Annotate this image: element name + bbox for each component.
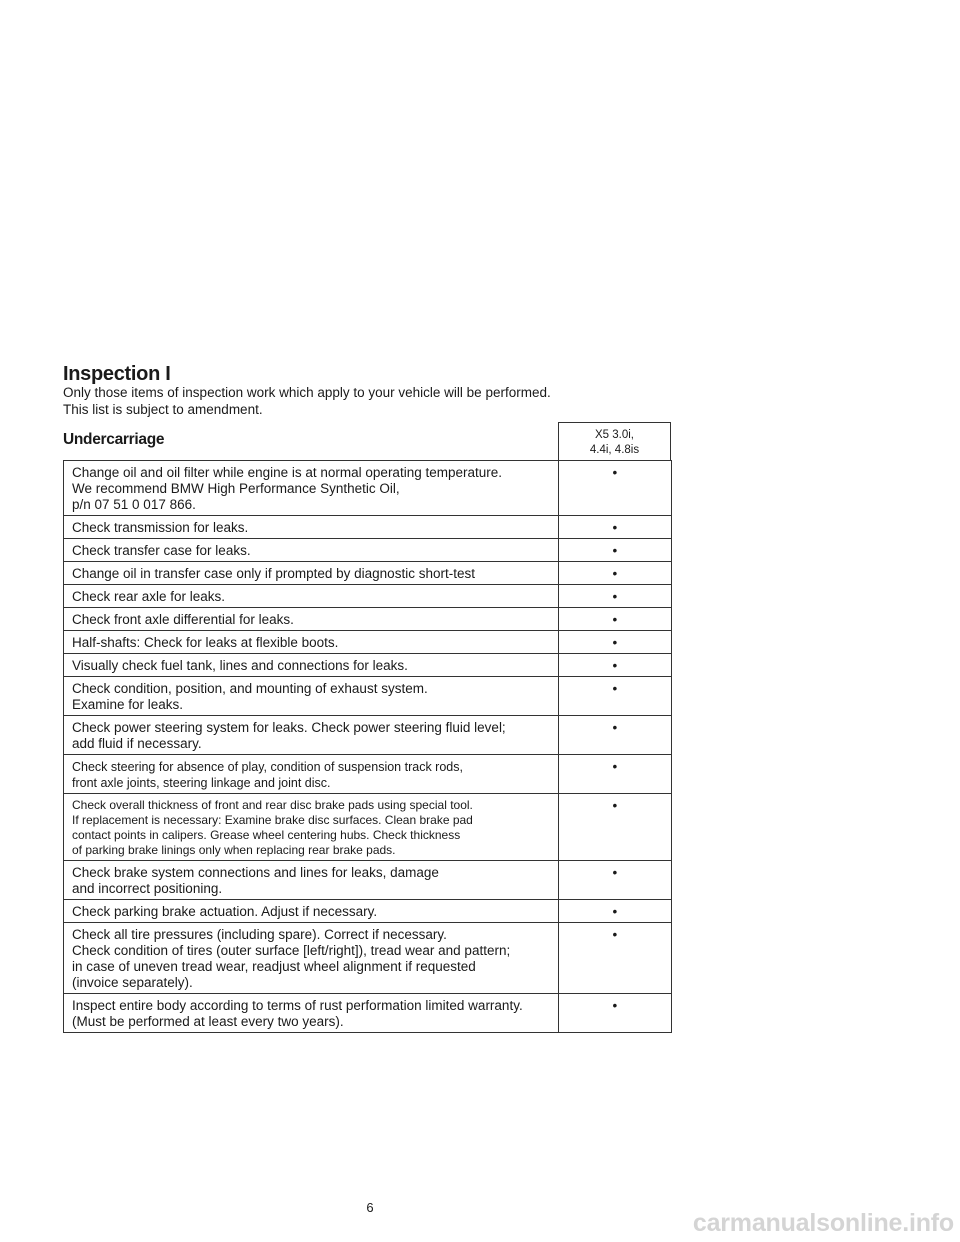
task-cell (64, 631, 559, 654)
table-row (64, 794, 672, 861)
section-title: Inspection I (63, 363, 171, 385)
task-line: p/n 07 51 0 017 866. (72, 497, 196, 512)
task-line: Check transfer case for leaks. (72, 543, 251, 558)
table-row (64, 677, 672, 716)
table-row (64, 716, 672, 755)
model-header-line: X5 3.0i, (595, 429, 634, 441)
task-line: in case of uneven tread wear, readjust wheel alignment if requested (72, 959, 476, 974)
applies-mark: • (558, 794, 671, 861)
task-cell (64, 755, 559, 794)
task-line: If replacement is necessary: Examine brake disc surfaces. Clean brake pad (72, 813, 473, 827)
task-cell (64, 516, 559, 539)
task-line: Check brake system connections and lines for leaks, damage (72, 865, 439, 880)
task-cell (64, 716, 559, 755)
task-cell (64, 923, 559, 994)
task-cell (64, 461, 559, 516)
applies-mark: • (558, 654, 671, 677)
task-line: Check rear axle for leaks. (72, 589, 226, 604)
task-line: of parking brake linings only when replacing rear brake pads. (72, 843, 396, 857)
applies-mark: • (558, 608, 671, 631)
task-cell (64, 654, 559, 677)
task-line: Check steering for absence of play, condition of suspension track rods, (72, 760, 463, 774)
applies-mark: • (558, 755, 671, 794)
applies-mark: • (558, 516, 671, 539)
applies-mark: • (558, 900, 671, 923)
task-cell (64, 794, 559, 861)
table-row (64, 539, 672, 562)
table-row (64, 461, 672, 516)
inspection-checklist-table (63, 460, 672, 1033)
task-line: Visually check fuel tank, lines and connections for leaks. (72, 658, 408, 673)
intro-line: Only those items of inspection work which apply to your vehicle will be performed. (63, 385, 551, 400)
task-line: Check all tire pressures (including spare). Correct if necessary. (72, 927, 447, 942)
task-cell (64, 900, 559, 923)
task-line: Half-shafts: Check for leaks at flexible boots. (72, 635, 339, 650)
task-line: front axle joints, steering linkage and joint disc. (72, 776, 331, 790)
task-line: Check parking brake actuation. Adjust if necessary. (72, 904, 378, 919)
table-row (64, 608, 672, 631)
table-row (64, 923, 672, 994)
task-line: Change oil in transfer case only if prompted by diagnostic short-test (72, 566, 475, 581)
task-line: (Must be performed at least every two years). (72, 1014, 344, 1029)
subheading-undercarriage: Undercarriage (63, 431, 165, 448)
applies-mark: • (558, 562, 671, 585)
applies-mark: • (558, 461, 671, 516)
task-line: We recommend BMW High Performance Synthetic Oil, (72, 481, 400, 496)
task-line: contact points in calipers. Grease wheel centering hubs. Check thickness (72, 828, 461, 842)
table-row (64, 585, 672, 608)
table-row (64, 994, 672, 1033)
applies-mark: • (558, 677, 671, 716)
task-cell (64, 539, 559, 562)
intro-line: This list is subject to amendment. (63, 402, 263, 417)
task-line: (invoice separately). (72, 975, 193, 990)
applies-mark: • (558, 539, 671, 562)
task-line: Inspect entire body according to terms of rust performation limited warranty. (72, 998, 523, 1013)
task-line: add fluid if necessary. (72, 736, 202, 751)
page-number: 6 (366, 1200, 374, 1215)
model-header-line: 4.4i, 4.8is (589, 444, 640, 456)
table-row (64, 631, 672, 654)
intro-text (63, 384, 551, 418)
table-row (64, 755, 672, 794)
applies-mark: • (558, 861, 671, 900)
task-line: Check condition, position, and mounting of exhaust system. (72, 681, 428, 696)
watermark-text: carmanualsonline.info (692, 1209, 954, 1237)
table-row (64, 654, 672, 677)
table-row (64, 900, 672, 923)
task-line: Check condition of tires (outer surface [left/right]), tread wear and pattern; (72, 943, 511, 958)
task-line: Check transmission for leaks. (72, 520, 249, 535)
task-line: Examine for leaks. (72, 697, 184, 712)
table-row (64, 516, 672, 539)
task-line: and incorrect positioning. (72, 881, 223, 896)
task-cell (64, 562, 559, 585)
task-cell (64, 608, 559, 631)
applies-mark: • (558, 923, 671, 994)
applies-mark: • (558, 631, 671, 654)
task-line: Check overall thickness of front and rear disc brake pads using special tool. (72, 798, 473, 812)
task-line: Check front axle differential for leaks. (72, 612, 294, 627)
task-line: Check power steering system for leaks. Check power steering fluid level; (72, 720, 506, 735)
task-line: Change oil and oil filter while engine is at normal operating temperature. (72, 465, 502, 480)
task-cell (64, 585, 559, 608)
table-row (64, 861, 672, 900)
applies-mark: • (558, 585, 671, 608)
table-row (64, 562, 672, 585)
task-cell (64, 994, 559, 1033)
task-cell (64, 861, 559, 900)
model-column-header (558, 422, 671, 460)
applies-mark: • (558, 716, 671, 755)
applies-mark: • (558, 994, 671, 1033)
task-cell (64, 677, 559, 716)
